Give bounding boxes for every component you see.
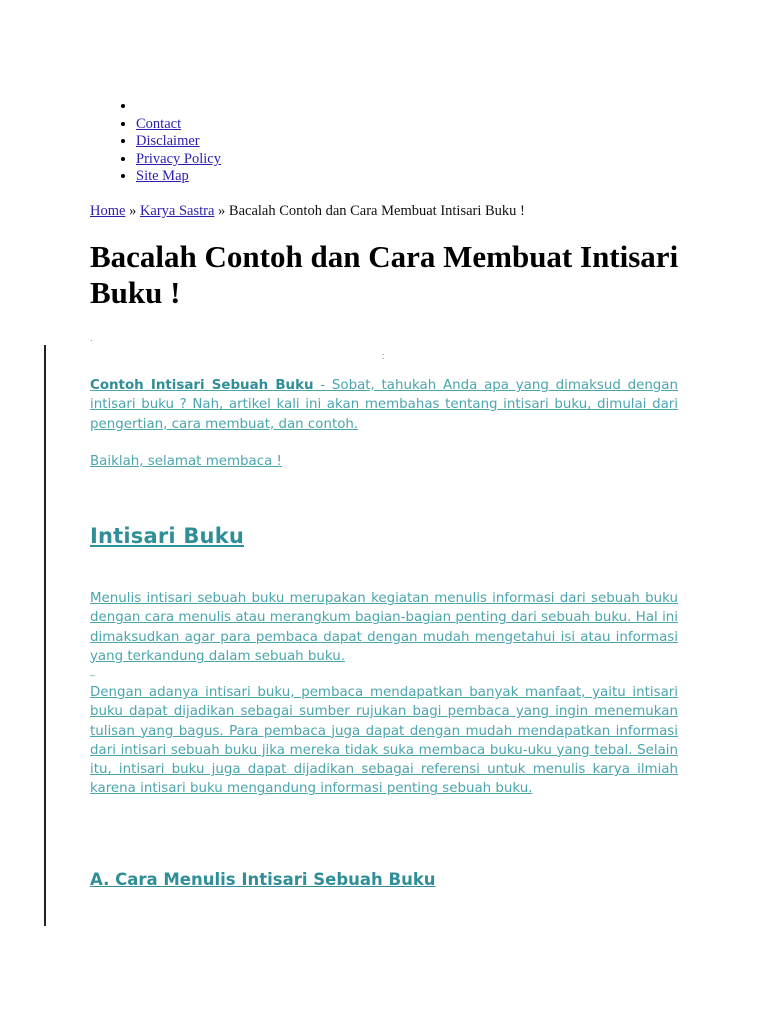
intro-bold-link[interactable]: Contoh Intisari Sebuah Buku: [90, 378, 314, 393]
site-map-link[interactable]: Site Map: [136, 168, 189, 185]
greeting-text[interactable]: Baiklah, selamat membaca !: [90, 454, 282, 469]
top-nav-list: [90, 98, 221, 186]
contact-link[interactable]: Contact: [136, 115, 182, 132]
stray-dot: .: [90, 333, 93, 343]
breadcrumb-current: Bacalah Contoh dan Cara Membuat Intisari Buku !: [228, 203, 525, 219]
body-paragraph-1[interactable]: Menulis intisari sebuah buku merupakan kegiatan menulis informasi dari sebuah buku dengan cara menulis atau merangkum bagian-bagian penting dari sebuah buku. Hal ini dimaksudkan agar para pembaca dapat dengan mudah mengetahui isi atau informasi yang terkandung dalam sebuah buku.: [90, 591, 678, 664]
disclaimer-link[interactable]: Disclaimer: [136, 133, 200, 150]
breadcrumb-category-link[interactable]: Karya Sastra: [139, 203, 215, 219]
breadcrumb-separator: »: [214, 203, 229, 219]
subsection-heading[interactable]: A. Cara Menulis Intisari Sebuah Buku: [90, 870, 436, 889]
stray-colon: :: [382, 351, 385, 361]
intro-paragraph[interactable]: [90, 376, 678, 434]
page-title: Bacalah Contoh dan Cara Membuat Intisari Buku !: [90, 239, 679, 310]
breadcrumb-separator: »: [125, 203, 140, 219]
privacy-policy-link[interactable]: Privacy Policy: [136, 150, 221, 167]
nav-item-empty: [136, 98, 221, 116]
nav-item-disclaimer: [136, 133, 221, 151]
nav-item-privacy-policy: [136, 151, 221, 169]
section-heading[interactable]: Intisari Buku: [90, 524, 245, 548]
intro-text: - Sobat, tahukah Anda apa yang dimaksud dengan intisari buku ? Nah, artikel kali ini akan membahas tentang intisari buku, dimulai dari pengertian, cara membuat, dan contoh.: [90, 378, 679, 432]
breadcrumb-home-link[interactable]: Home: [90, 203, 126, 219]
separator-mark: _: [90, 666, 95, 677]
breadcrumb: [90, 203, 525, 220]
nav-item-site-map: [136, 168, 221, 186]
left-margin-rule: [44, 345, 46, 926]
body-paragraph-2[interactable]: Dengan adanya intisari buku, pembaca mendapatkan banyak manfaat, yaitu intisari buku dapat dijadikan sebagai sumber rujukan bagi pembaca yang ingin menemukan tulisan yang bagus. Para pembaca juga dapat dengan mudah mendapatkan informasi dari intisari sebuah buku jika mereka tidak suka membaca buku-uku yang tebal. Selain itu, intisari buku juga dapat dijadikan sebagai referensi untuk menulis karya ilmiah karena intisari buku mengandung informasi penting sebuah buku.: [90, 685, 678, 797]
nav-item-contact: [136, 116, 221, 134]
